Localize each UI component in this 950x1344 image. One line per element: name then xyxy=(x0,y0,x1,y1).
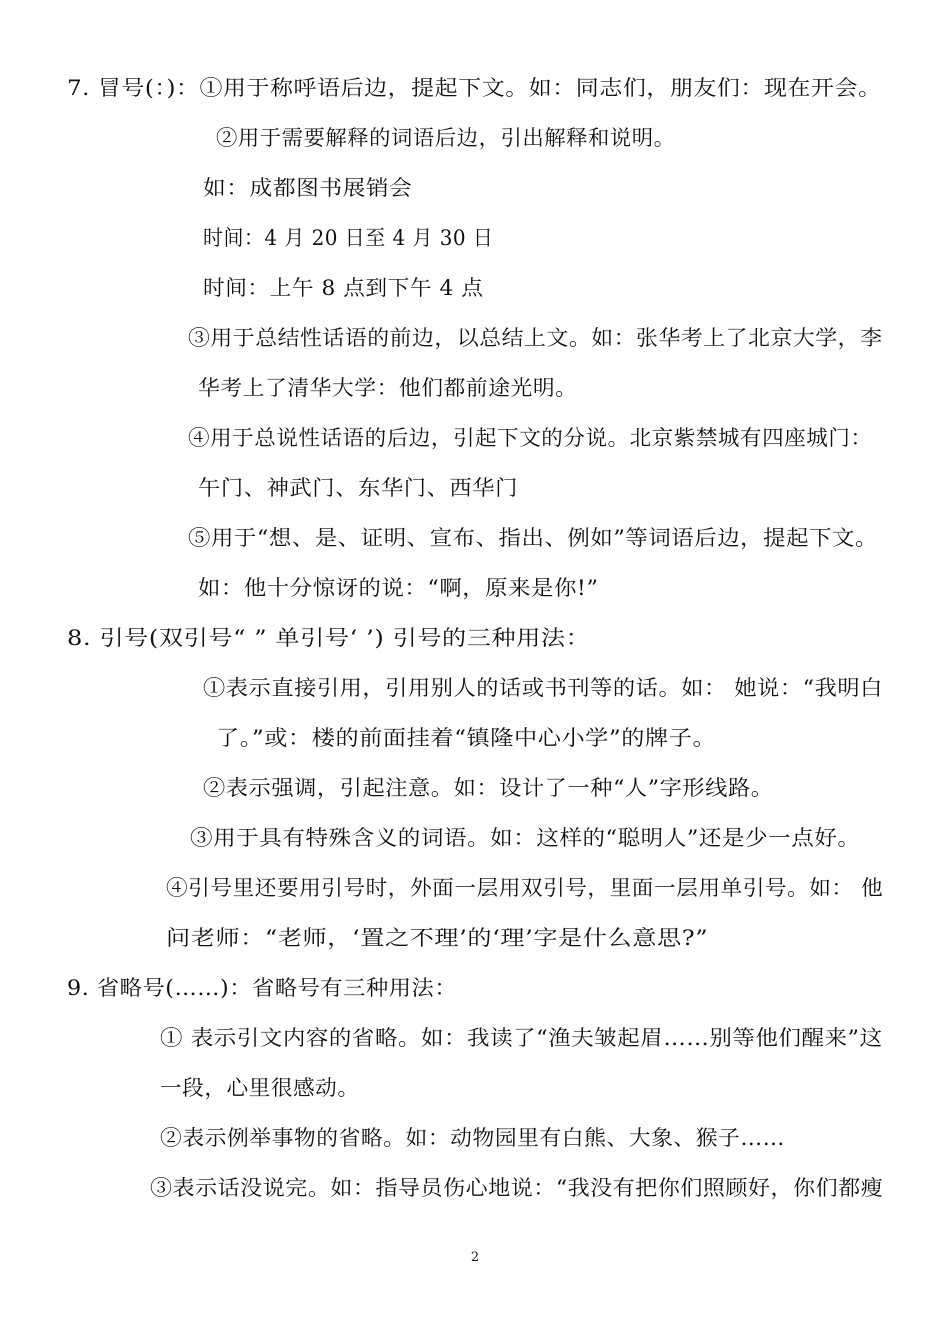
text-line-colon-example: 如：成都图书展销会 xyxy=(203,176,413,200)
text-line-colon-example-time: 时间：上午 8 点到下午 4 点 xyxy=(203,276,484,300)
text-line-colon-usage-2: ②用于需要解释的词语后边，引出解释和说明。 xyxy=(216,126,676,150)
text-line-colon-usage-4: ④用于总说性话语的后边，引起下文的分说。北京紫禁城有四座城门： xyxy=(188,426,873,450)
text-line-ellipsis-heading: 9. 省略号(……)：省略号有三种用法： xyxy=(67,976,458,1000)
text-line-colon-heading: 7. 冒号(：)：①用于称呼语后边，提起下文。如：同志们，朋友们：现在开会。 xyxy=(67,76,882,100)
page-number: 2 xyxy=(470,1250,480,1265)
text-line-colon-usage-4-cont: 午门、神武门、东华门、西华门 xyxy=(198,476,518,500)
text-line-quote-usage-3: ③用于具有特殊含义的词语。如：这样的“聪明人”还是少一点好。 xyxy=(190,826,861,850)
text-line-quote-heading: 8. 引号(双引号“ ” 单引号‘ ’) 引号的三种用法： xyxy=(67,626,591,650)
text-line-colon-usage-3-cont: 华考上了清华大学：他们都前途光明。 xyxy=(198,376,578,400)
text-line-ellipsis-usage-1-cont: 一段，心里很感动。 xyxy=(160,1076,360,1100)
text-line-ellipsis-usage-1: ① 表示引文内容的省略。如：我读了“渔夫皱起眉……别等他们醒来”这 xyxy=(160,1026,883,1050)
text-line-colon-usage-5: ⑤用于“想、是、证明、宣布、指出、例如”等词语后边，提起下文。 xyxy=(188,526,878,550)
text-line-quote-usage-4-cont: 问老师：“老师，‘置之不理’的‘理’字是什么意思?” xyxy=(166,926,709,950)
text-line-quote-usage-1-cont: 了。”或：楼的前面挂着“镇隆中心小学”的牌子。 xyxy=(216,726,717,750)
text-line-quote-usage-4: ④引号里还要用引号时，外面一层用双引号，里面一层用单引号。如： 他 xyxy=(166,876,884,900)
text-line-ellipsis-usage-3: ③表示话没说完。如：指导员伤心地说：“我没有把你们照顾好，你们都瘦 xyxy=(150,1176,884,1200)
text-line-colon-example-date: 时间：4 月 20 日至 4 月 30 日 xyxy=(203,226,494,250)
text-line-colon-usage-5-example: 如：他十分惊讶的说：“啊，原来是你!” xyxy=(198,576,599,600)
text-line-quote-usage-2: ②表示强调，引起注意。如：设计了一种“人”字形线路。 xyxy=(203,776,774,800)
text-line-colon-usage-3: ③用于总结性话语的前边，以总结上文。如：张华考上了北京大学，李 xyxy=(188,326,883,350)
text-line-quote-usage-1: ①表示直接引用，引用别人的话或书刊等的话。如： 她说：“我明白 xyxy=(203,676,883,700)
text-line-ellipsis-usage-2: ②表示例举事物的省略。如：动物园里有白熊、大象、猴子…… xyxy=(160,1126,785,1150)
